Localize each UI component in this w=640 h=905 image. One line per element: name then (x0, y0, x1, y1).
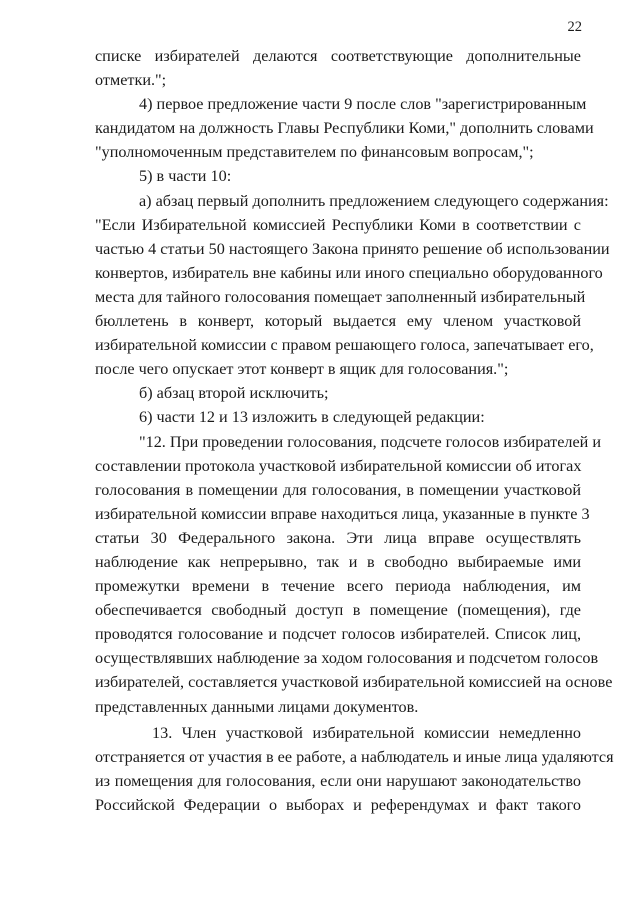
text-line: частью 4 статьи 50 настоящего Закона принято решение об использовании (95, 239, 610, 258)
text-line: места для тайного голосования помещает заполненный избирательный (95, 287, 586, 306)
text-line: избирательной комиссии вправе находиться лица, указанные в пункте 3 (95, 504, 590, 523)
text-line: из помещения для голосования, если они нарушают законодательство (95, 771, 581, 790)
text-line: списке избирателей делаются соответствующие дополнительные (95, 47, 581, 65)
text-line: статьи 30 Федерального закона. Эти лица вправе осуществлять (95, 528, 581, 547)
text-line: представленных данными лицами документов. (95, 697, 419, 716)
text-line: голосования в помещении для голосования, в помещении участковой (95, 480, 581, 499)
text-line: 5) в части 10: (139, 167, 232, 186)
text-line: обеспечивается свободный доступ в помещение (помещения), где (95, 601, 581, 620)
text-line: "Если Избирательной комиссией Республики Коми в соответствии с (95, 215, 581, 234)
text-line: "12. При проведении голосования, подсчете голосов избирателей и (139, 432, 602, 451)
document-body (95, 44, 614, 817)
text-line: наблюдение как непрерывно, так и в свободно выбираемые ими (95, 552, 581, 571)
text-line: 6) части 12 и 13 изложить в следующей редакции: (139, 408, 485, 427)
text-line: 13. Член участковой избирательной комиссии немедленно (152, 723, 581, 742)
text-line: отстраняется от участия в ее работе, а наблюдатель и иные лица удаляются (95, 747, 614, 766)
text-line: отметки."; (95, 71, 167, 90)
text-line: "уполномоченным представителем по финансовым вопросам,"; (95, 143, 534, 162)
text-line: промежутки времени в течение всего периода наблюдения, им (95, 577, 581, 596)
text-line: после чего опускает этот конверт в ящик для голосования."; (95, 360, 509, 379)
text-line: а) абзац первый дополнить предложением следующего содержания: (139, 191, 609, 210)
text-line: бюллетень в конверт, который выдается ему членом участковой (95, 312, 581, 331)
text-line: составлении протокола участковой избирательной комиссии об итогах (95, 456, 582, 475)
text-line: осуществлявших наблюдение за ходом голосования и подсчетом голосов (95, 649, 599, 668)
text-line: избирательной комиссии с правом решающего голоса, запечатывает его, (95, 336, 594, 355)
text-line: проводятся голосование и подсчет голосов избирателей. Список лиц, (95, 625, 581, 644)
text-line: 4) первое предложение части 9 после слов "зарегистрированным (139, 95, 587, 114)
text-line: избирателей, составляется участковой избирательной комиссией на основе (95, 673, 613, 692)
text-line: кандидатом на должность Главы Республики Коми," дополнить словами (95, 119, 594, 138)
text-line: Российской Федерации о выборах и референдумах и факт такого (95, 795, 581, 814)
page-number: 22 (567, 19, 582, 35)
text-line: б) абзац второй исключить; (139, 384, 329, 403)
text-line: конвертов, избиратель вне кабины или иного специально оборудованного (95, 263, 603, 282)
